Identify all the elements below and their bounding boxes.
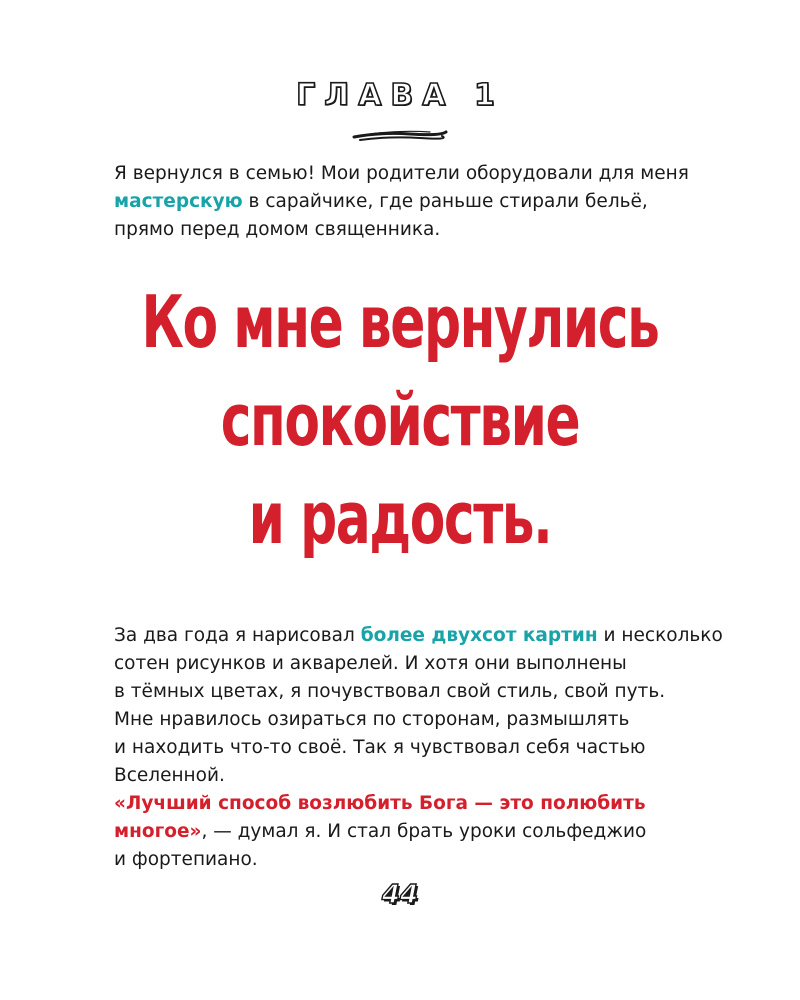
highlight-workshop: мастерскую	[114, 191, 243, 212]
quote-text: и радость.	[248, 476, 552, 560]
paragraph-intro	[114, 160, 714, 244]
text-line	[114, 622, 723, 650]
text-line: и находить что-то своё. Так я чувствовал себя частью	[114, 737, 646, 758]
text-line: и фортепиано.	[114, 849, 258, 870]
text-line	[114, 818, 714, 846]
quote-text: спокойствие	[220, 378, 580, 462]
chapter-title: ГЛАВА 1	[296, 78, 504, 113]
text-line: сотен рисунков и акварелей. И хотя они выполнены	[114, 653, 627, 674]
quote-highlight: «Лучший способ возлюбить Бога — это полюбить	[114, 793, 646, 814]
title-divider	[350, 126, 450, 144]
quote-line-1	[112, 282, 688, 362]
quote-highlight: многое»	[114, 821, 202, 842]
text-line: Мне нравилось озираться по сторонам, размышлять	[114, 709, 630, 730]
highlight-paintings: более двухсот картин	[360, 625, 598, 646]
paragraph-main	[114, 622, 723, 874]
text-line: Я вернулся в семью! Мои родители оборудовали для меня	[114, 163, 689, 184]
page-number: 44	[381, 880, 419, 910]
text-line	[114, 188, 714, 216]
text-fragment: в сарайчике, где раньше стирали бельё,	[242, 191, 648, 212]
quote-text: Ко мне вернулись	[141, 280, 659, 364]
text-line: прямо перед домом священника.	[114, 219, 441, 240]
display-quote	[0, 282, 800, 602]
text-line: Вселенной.	[114, 765, 225, 786]
text-fragment: и несколько	[597, 625, 723, 646]
text-fragment: За два года я нарисовал	[114, 625, 361, 646]
text-fragment: , — думал я. И стал брать уроки сольфеджио	[201, 821, 647, 842]
quote-line-3	[112, 478, 688, 558]
text-line: в тёмных цветах, я почувствовал свой стиль, свой путь.	[114, 681, 666, 702]
quote-line-2	[112, 380, 688, 460]
